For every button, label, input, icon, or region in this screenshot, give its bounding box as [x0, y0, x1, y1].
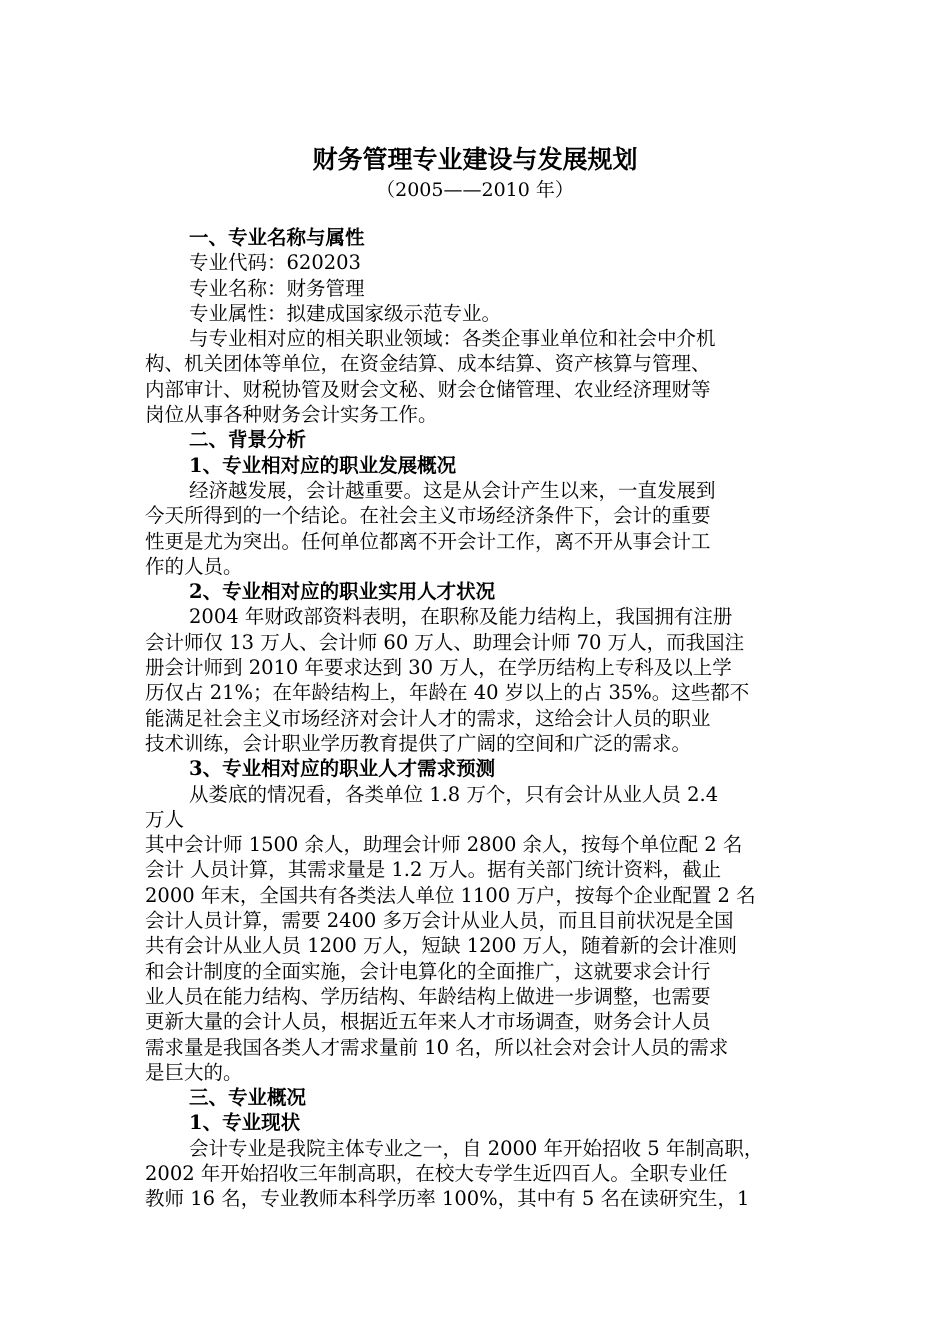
paragraph-line: 与专业相对应的相关职业领域：各类企事业单位和社会中介机	[189, 327, 716, 351]
paragraph-line: 会计师仅 13 万人、会计师 60 万人、助理会计师 70 万人，而我国注	[145, 630, 745, 654]
paragraph-line: 业人员在能力结构、学历结构、年龄结构上做进一步调整，也需要	[145, 984, 711, 1008]
section-heading: 1、专业现状	[189, 1111, 301, 1135]
section-heading: 1、专业相对应的职业发展概况	[189, 453, 457, 477]
document-title: 财务管理专业建设与发展规划	[312, 145, 638, 174]
paragraph-line: 和会计制度的全面实施，会计电算化的全面推广，这就要求会计行	[145, 959, 711, 983]
paragraph-line: 从娄底的情况看，各类单位 1.8 万个，只有会计从业人员 2.4	[189, 782, 719, 806]
paragraph-line: 2004 年财政部资料表明，在职称及能力结构上，我国拥有注册	[189, 605, 733, 629]
paragraph-line: 册会计师到 2010 年要求达到 30 万人，在学历结构上专科及以上学	[145, 656, 732, 680]
paragraph-line: 今天所得到的一个结论。在社会主义市场经济条件下，会计的重要	[145, 504, 711, 528]
paragraph-line: 构、机关团体等单位，在资金结算、成本结算、资产核算与管理、	[145, 352, 711, 376]
paragraph-line: 专业属性：拟建成国家级示范专业。	[189, 301, 502, 325]
section-heading: 2、专业相对应的职业实用人才状况	[189, 580, 496, 604]
paragraph-line: 2002 年开始招收三年制高职，在校大专学生近四百人。全职专业任	[145, 1161, 728, 1185]
paragraph-line: 作的人员。	[145, 554, 243, 578]
paragraph-line: 共有会计从业人员 1200 万人，短缺 1200 万人，随着新的会计准则	[145, 934, 738, 958]
paragraph-line: 技术训练，会计职业学历教育提供了广阔的空间和广泛的需求。	[145, 731, 692, 755]
paragraph-line: 教师 16 名，专业教师本科学历率 100%，其中有 5 名在读研究生，1	[145, 1187, 750, 1211]
section-heading: 二、背景分析	[189, 428, 307, 452]
paragraph-line: 内部审计、财税协管及财会文秘、财会仓储管理、农业经济理财等	[145, 377, 711, 401]
paragraph-line: 能满足社会主义市场经济对会计人才的需求，这给会计人员的职业	[145, 706, 711, 730]
document-subtitle: （2005——2010 年）	[376, 179, 574, 201]
paragraph-line: 会计专业是我院主体专业之一，自 2000 年开始招收 5 年制高职，	[189, 1136, 764, 1160]
paragraph-line: 是巨大的。	[145, 1060, 243, 1084]
paragraph-line: 专业代码：620203	[189, 251, 361, 275]
paragraph-line: 更新大量的会计人员，根据近五年来人才市场调查，财务会计人员	[145, 1010, 711, 1034]
paragraph-line: 会计人员计算，需要 2400 多万会计从业人员，而且目前状况是全国	[145, 909, 734, 933]
section-heading: 三、专业概况	[189, 1086, 307, 1110]
paragraph-line: 万人	[145, 807, 185, 831]
section-heading: 一、专业名称与属性	[189, 226, 365, 249]
section-heading: 3、专业相对应的职业人才需求预测	[189, 757, 496, 781]
paragraph-line: 其中会计师 1500 余人，助理会计师 2800 余人，按每个单位配 2 名	[145, 833, 743, 857]
document-body	[145, 225, 810, 1212]
paragraph-line: 性更是尤为突出。任何单位都离不开会计工作，离不开从事会计工	[145, 529, 711, 553]
paragraph-line: 2000 年末，全国共有各类法人单位 1100 万户，按每个企业配置 2 名	[145, 883, 756, 907]
paragraph-line: 经济越发展，会计越重要。这是从会计产生以来，一直发展到	[189, 478, 716, 502]
paragraph-line: 会计 人员计算，其需求量是 1.2 万人。据有关部门统计资料，截止	[145, 858, 722, 882]
paragraph-line: 需求量是我国各类人才需求量前 10 名，所以社会对会计人员的需求	[145, 1035, 729, 1059]
paragraph-line: 历仅占 21%；在年龄结构上，年龄在 40 岁以上的占 35%。这些都不	[145, 681, 750, 705]
paragraph-line: 岗位从事各种财务会计实务工作。	[145, 403, 438, 427]
paragraph-line: 专业名称：财务管理	[189, 276, 365, 300]
